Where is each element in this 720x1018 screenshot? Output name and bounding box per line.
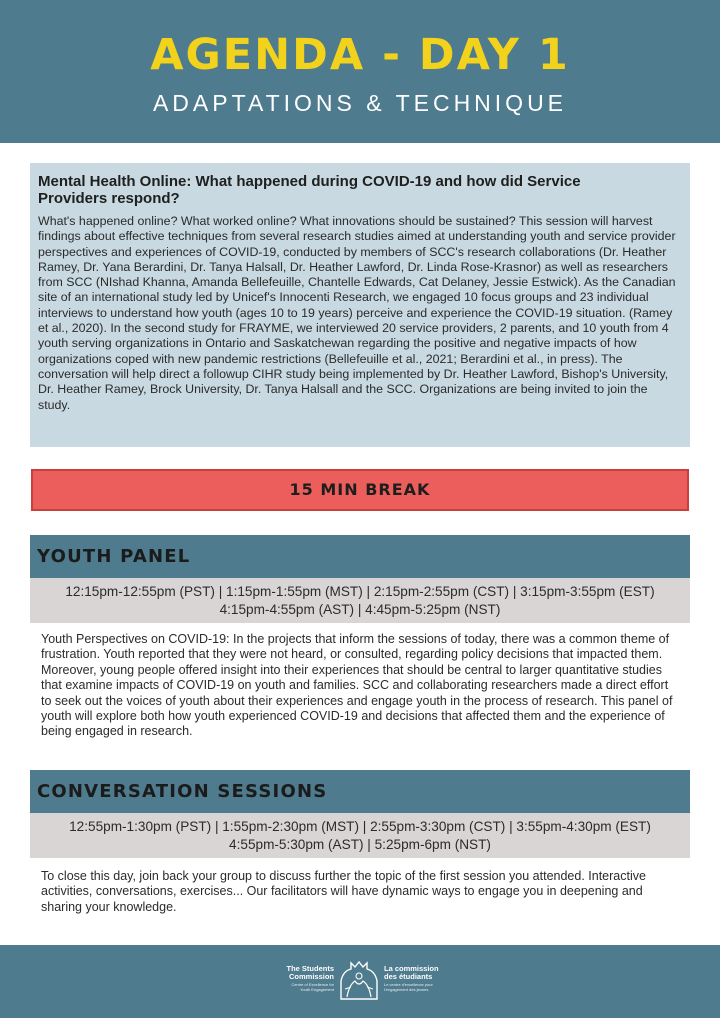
- conversation-times-line2: 4:55pm-5:30pm (AST) | 5:25pm-6pm (NST): [229, 837, 491, 852]
- page-subtitle: ADAPTATIONS & TECHNIQUE: [152, 90, 568, 116]
- page-header: [0, 0, 720, 143]
- session-title: Mental Health Online: What happened during COVID-19 and how did Service Providers respond?: [38, 173, 581, 207]
- session-description: What's happened online? What worked online? What innovations should be sustained? This session will harvest findings about effective techniques from several research studies aimed at understanding youth and service provider perspectives and experiences of COVID-19, conducted by members of SCC's research collaborations (Dr. Heather Ramey, Dr. Yana Berardini, Dr. Tanya Halsall, Dr. Heather Lawford, Dr. Linda Rose-Krasnor) as well as researchers from SCC (NIshad Khanna, Amanda Bellefeuille, Chantelle Edwards, Cat Delaney, Jessie Estwick). As the Canadian site of an international study led by Unicef's Innocenti Research, we engaged 10 focus groups and 23 individual interviews to understand how youth (ages 10 to 19 years) perceive and experience the COVID-19 situation. (Ramey et al., 2020). In the second study for FRAYME, we interviewed 20 service providers, 2 parents, and 10 youth from 4 youth serving organizations in Ontario and Saskatchewan regarding the positive and negative impacts of how organizations coped with new pandemic restrictions (Bellefeuille et al., 2021; Berardini et al., in press). The conversation will help direct a followup CIHR study being implemented by Dr. Heather Lawford, Bishop's University, Dr. Heather Ramey, Brock University, Dr. Tanya Halsall and the SCC. Organizations are being invited to join the study.: [38, 214, 676, 412]
- youth-panel-description: Youth Perspectives on COVID-19: In the projects that inform the sessions of today, there was a common theme of frustration. Youth reported that they were not heard, or consulted, regarding policy decisions that impacted them. Moreover, young people offered insight into their experiences that should be central to larger quantitative studies that examine impacts of COVID-19 on youth and families. SCC and collaborating researchers made a direct effort to seek out the voices of youth about their experiences and engage youth in the process of research. This panel of youth will explore both how youth experienced COVID-19 and decisions that affected them and the experience of being engaged in research.: [41, 632, 673, 739]
- youth-panel-times-line1: 12:15pm-12:55pm (PST) | 1:15pm-1:55pm (MST) | 2:15pm-2:55pm (CST) | 3:15pm-3:55pm (EST): [65, 584, 655, 599]
- logo-subtext-french: Le centre d'excellence pour l'engagement des jeunes: [384, 982, 433, 992]
- youth-panel-heading: YOUTH PANEL: [30, 535, 690, 578]
- break-banner: 15 MIN BREAK: [31, 469, 689, 511]
- conversation-sessions-times: [30, 813, 690, 858]
- logo-text-english: The Students Commission: [286, 964, 334, 981]
- page-title: AGENDA - DAY 1: [150, 30, 570, 80]
- conversation-sessions-heading: CONVERSATION SESSIONS: [30, 770, 690, 813]
- conversation-sessions-description: To close this day, join back your group to discuss further the topic of the first session you attended. Interactive activities, conversations, exercises... Our facilitators will have dynamic ways to engage you in deepening and sharing your knowledge.: [41, 869, 646, 914]
- students-commission-emblem-icon: [337, 959, 381, 1005]
- page-footer: [0, 945, 720, 1018]
- youth-panel-times-line2: 4:15pm-4:55pm (AST) | 4:45pm-5:25pm (NST): [219, 602, 501, 617]
- session-mental-health-online: [30, 163, 690, 447]
- youth-panel-times: [30, 578, 690, 623]
- conversation-times-line1: 12:55pm-1:30pm (PST) | 1:55pm-2:30pm (MST) | 2:55pm-3:30pm (CST) | 3:55pm-4:30pm (EST): [69, 819, 651, 834]
- students-commission-logo: [282, 959, 438, 1005]
- logo-text-french: La commission des étudiants: [384, 964, 439, 981]
- logo-subtext-english: Centre of Excellence for Youth Engagement: [291, 982, 334, 992]
